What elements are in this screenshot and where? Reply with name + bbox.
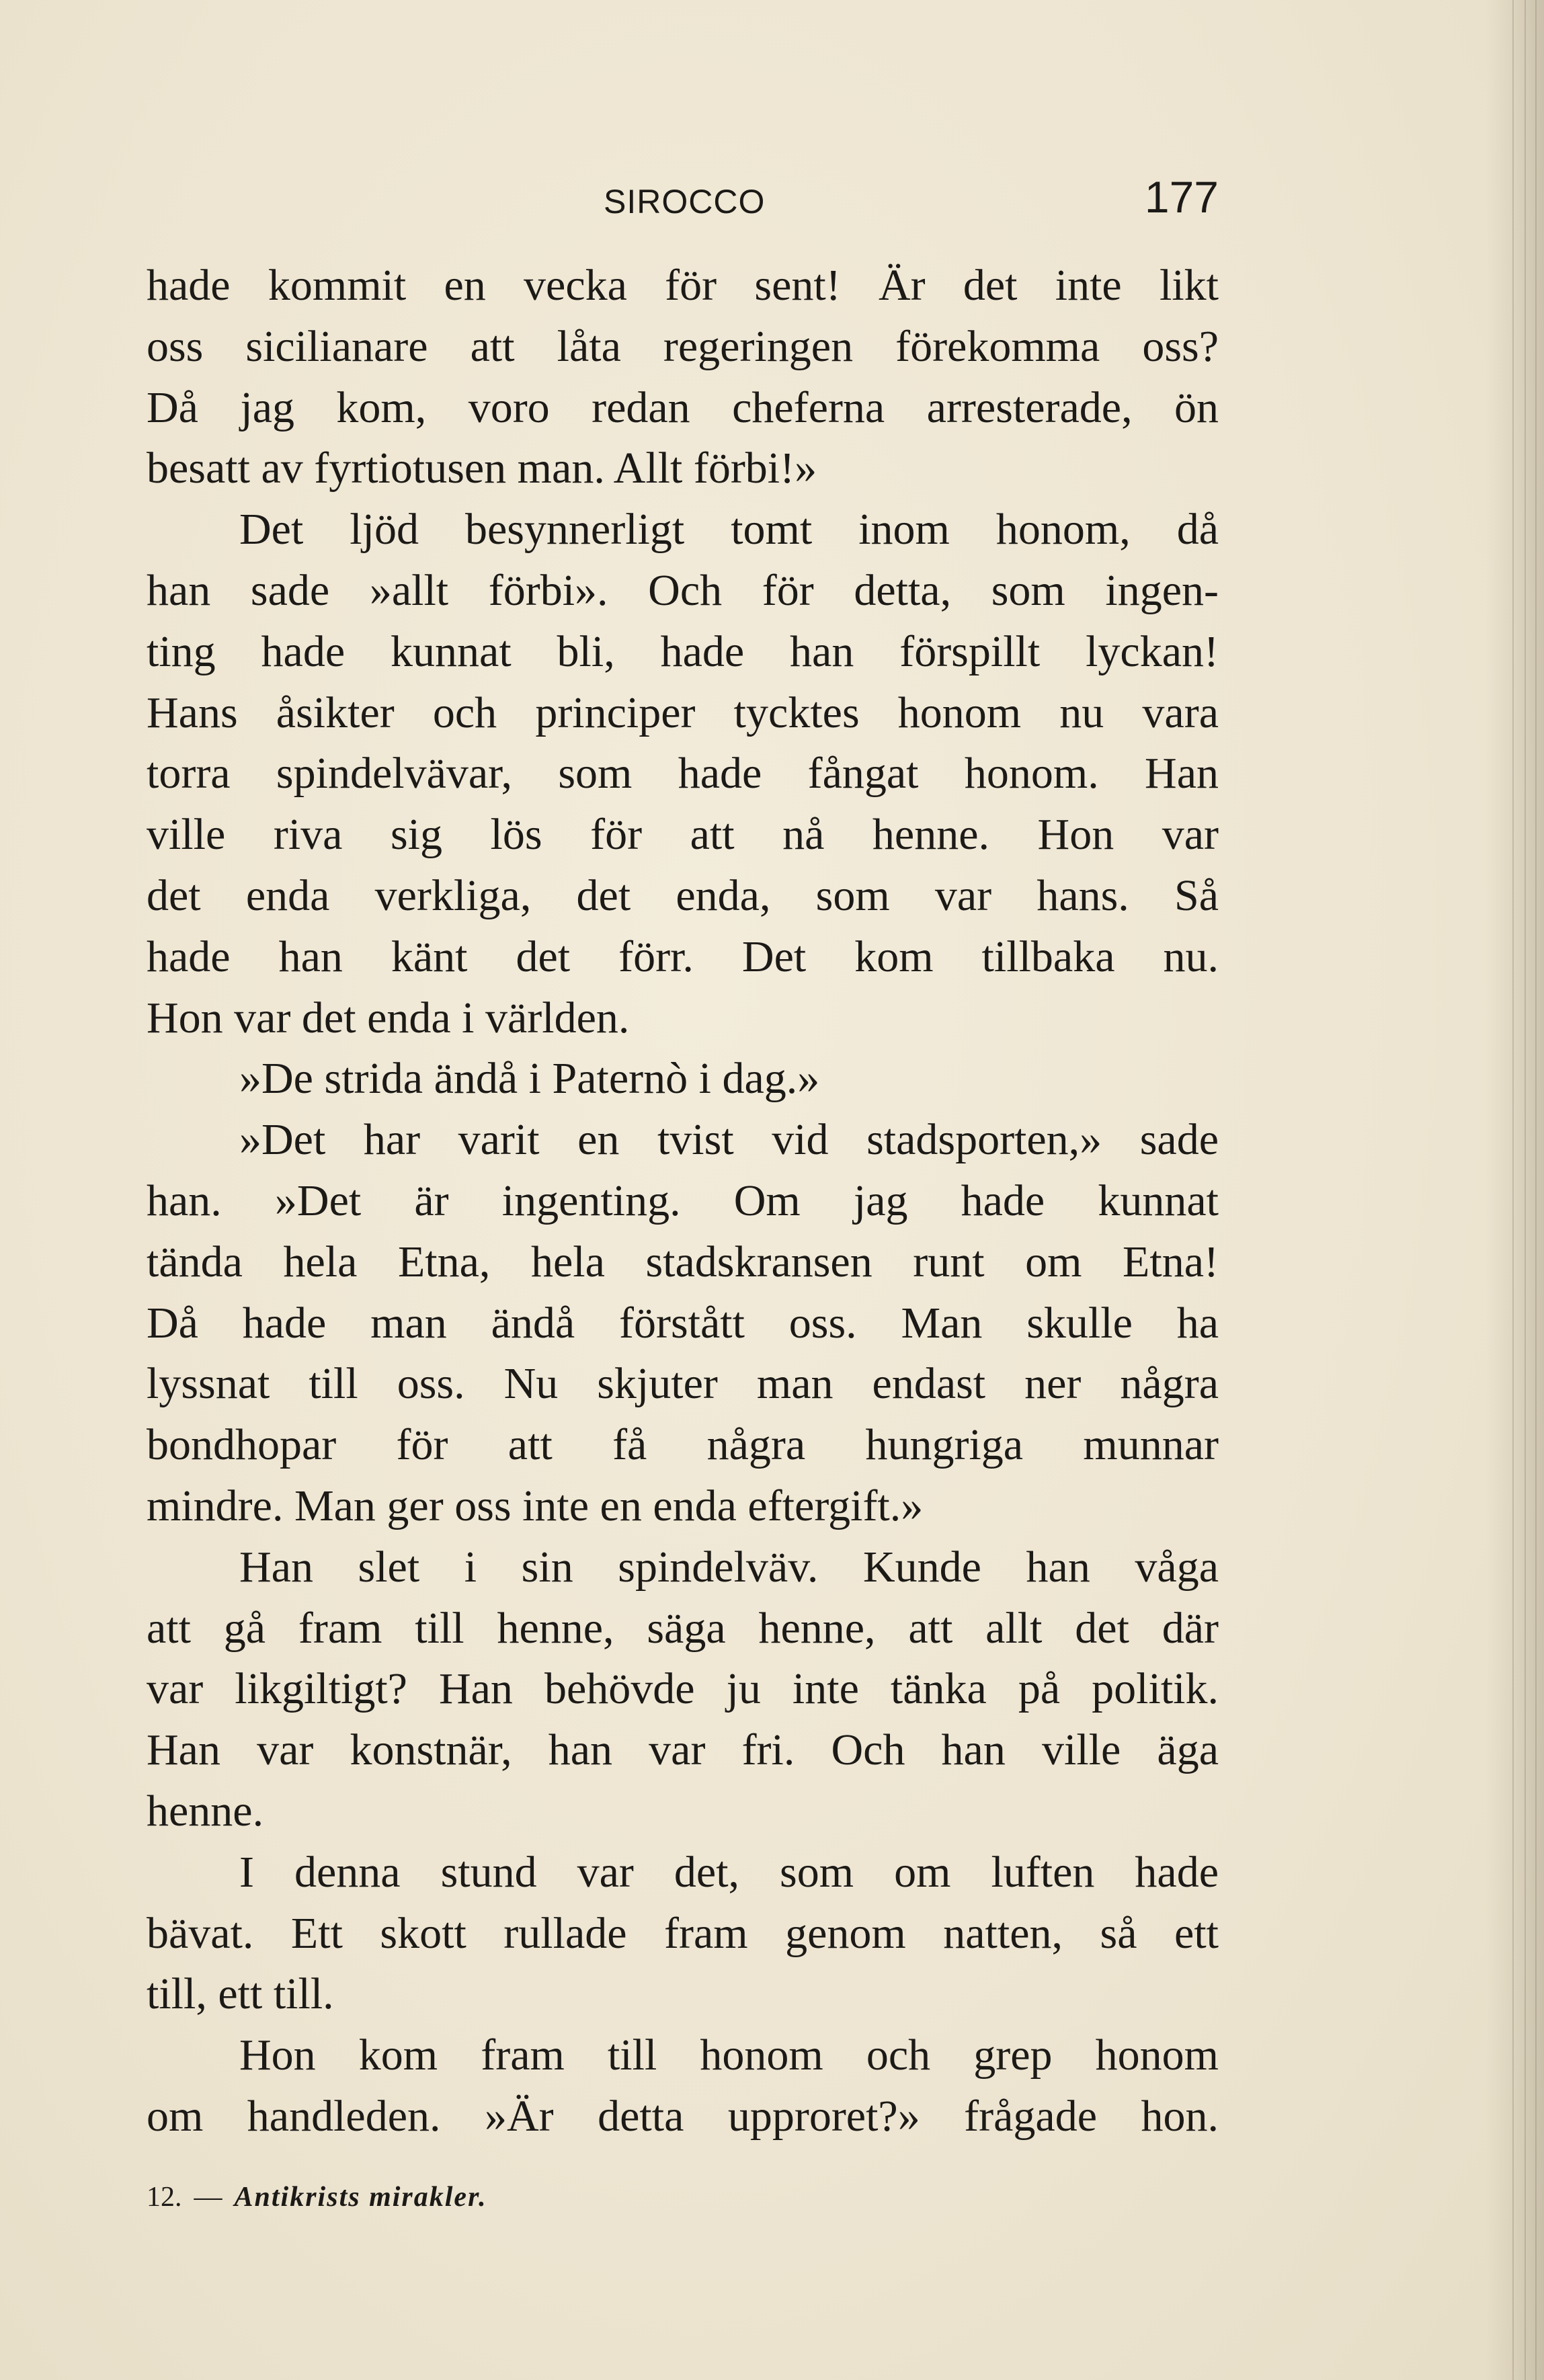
text-line: till, ett till. [147, 1969, 334, 2019]
running-head: SIROCCO [604, 183, 766, 220]
signature-dash: — [194, 2182, 222, 2213]
text-line: tända hela Etna, hela stadskransen runt om Etna! [147, 1237, 1219, 1286]
text-line: hade han känt det förr. Det kom tillbaka nu. [147, 932, 1219, 981]
text-line: Då hade man ändå förstått oss. Man skulle ha [147, 1298, 1219, 1348]
text-line: »De strida ändå i Paternò i dag.» [239, 1054, 820, 1104]
text-line: henne. [147, 1786, 264, 1836]
page-edge-line [1512, 0, 1514, 2380]
text-line: Han slet i sin spindelväv. Kunde han våga [239, 1542, 1219, 1592]
text-line: om handleden. »Är detta upproret?» frågade hon. [147, 2091, 1219, 2141]
text-line: torra spindelvävar, som hade fångat honom. Han [147, 749, 1219, 798]
text-line: hade kommit en vecka för sent! Är det inte likt [147, 261, 1219, 310]
text-line: mindre. Man ger oss inte en enda eftergift.» [147, 1481, 924, 1530]
text-line: ville riva sig lös för att nå henne. Hon var [147, 810, 1219, 860]
text-line: bävat. Ett skott rullade fram genom natten, så ett [147, 1908, 1219, 1958]
signature-title: Antikrists mirakler. [234, 2182, 487, 2213]
text-line: I denna stund var det, som om luften hade [239, 1847, 1219, 1897]
page-header [147, 171, 1219, 225]
text-line: Då jag kom, voro redan cheferna arresterade, ön [147, 382, 1219, 432]
text-line: Hon kom fram till honom och grep honom [239, 2030, 1219, 2080]
text-line: det enda verkliga, det enda, som var hans. Så [147, 870, 1219, 920]
page-number: 177 [1144, 172, 1219, 222]
text-line: bondhopar för att få några hungriga munnar [147, 1420, 1219, 1470]
printer-signature [147, 2181, 487, 2213]
page-edge-line [1525, 0, 1526, 2380]
text-line: »Det har varit en tvist vid stadsporten,» sade [239, 1115, 1219, 1165]
text-line: Han var konstnär, han var fri. Och han ville äga [147, 1725, 1219, 1775]
text-line: lyssnat till oss. Nu skjuter man endast ner några [147, 1359, 1219, 1409]
text-line: besatt av fyrtiotusen man. Allt förbi!» [147, 444, 817, 493]
text-line: att gå fram till henne, säga henne, att allt det där [147, 1603, 1219, 1653]
text-line: han. »Det är ingenting. Om jag hade kunnat [147, 1176, 1219, 1225]
body-text [147, 255, 1219, 2147]
text-line: oss sicilianare att låta regeringen förekomma oss? [147, 321, 1219, 371]
signature-number: 12. [147, 2182, 182, 2213]
text-line: Det ljöd besynnerligt tomt inom honom, då [239, 505, 1219, 555]
text-line: han sade »allt förbi». Och för detta, som ingen- [147, 565, 1219, 615]
text-line: ting hade kunnat bli, hade han förspillt lyckan! [147, 626, 1219, 676]
text-line: Hon var det enda i världen. [147, 993, 630, 1042]
text-line: var likgiltigt? Han behövde ju inte tänka på politik. [147, 1664, 1219, 1714]
text-line: Hans åsikter och principer tycktes honom nu vara [147, 688, 1219, 737]
page-edge-line [1535, 0, 1537, 2380]
